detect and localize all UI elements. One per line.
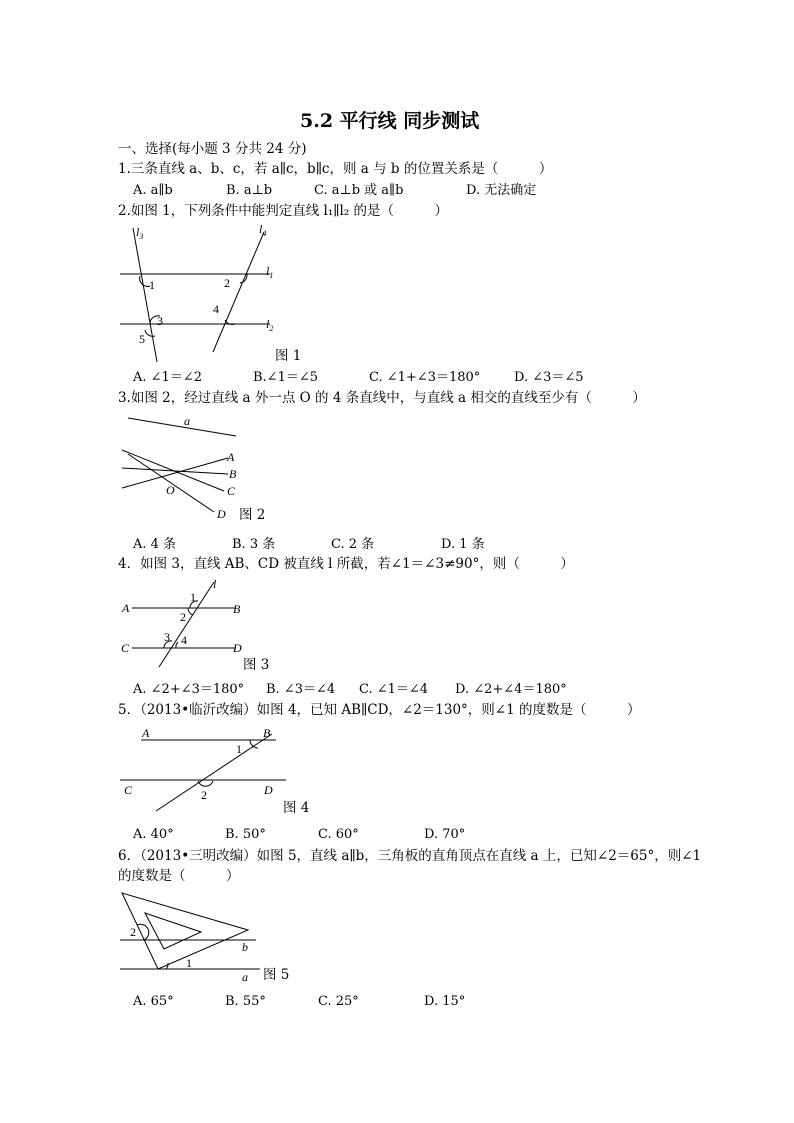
q6-option-d: D. 15° (424, 994, 466, 1009)
q3-option-a: A. 4 条 (133, 537, 177, 552)
label-l3: $l_3$ (136, 225, 144, 241)
label-A: A (122, 601, 130, 615)
q3-option-d: D. 1 条 (441, 537, 485, 552)
section-heading: 一、选择(每小题 3 分共 24 分) (118, 141, 307, 157)
question-1-stem: 1.三条直线 a、b、c，若 a∥c，b∥c，则 a 与 b 的位置关系是（ ） (118, 161, 553, 177)
q1-option-b: B. a⊥b (226, 183, 273, 198)
triangle-ruler-outer (122, 893, 248, 969)
q2-option-a: A. ∠1＝∠2 (133, 370, 202, 385)
figure-1-caption: 图 1 (275, 348, 302, 364)
q3-option-b: B. 3 条 (232, 537, 276, 552)
label-angle-2: 2 (180, 610, 186, 624)
figure-5-caption: 图 5 (263, 967, 290, 983)
label-B: B (263, 726, 271, 740)
q6-option-b: B. 55° (225, 994, 266, 1009)
label-angle-3: 3 (164, 630, 170, 644)
q5-option-c: C. 60° (318, 827, 359, 842)
label-C: C (121, 641, 130, 655)
label-l1: $l_1$ (266, 264, 274, 280)
question-3-stem: 3.如图 2，经过直线 a 外一点 O 的 4 条直线中，与直线 a 相交的直线至少有（ ） (118, 390, 646, 406)
label-angle-1: 1 (190, 590, 196, 604)
q1-option-a: A. a∥b (133, 183, 173, 198)
q4-option-c: C. ∠1＝∠4 (359, 682, 429, 697)
question-2-stem: 2.如图 1，下列条件中能判定直线 l₁∥l₂ 的是（ ） (118, 203, 449, 219)
angle-1-arc (166, 963, 168, 969)
q2-option-d: D. ∠3＝∠5 (514, 370, 584, 385)
triangle-ruler-inner (145, 913, 201, 949)
label-angle-3: 3 (157, 314, 163, 328)
label-angle-4: 4 (213, 302, 219, 316)
q5-option-b: B. 50° (225, 827, 266, 842)
label-A: A (227, 450, 235, 464)
question-6-stem-continued: 的度数是（ ） (118, 868, 240, 884)
label-l4: $l_4$ (259, 222, 267, 238)
q4-option-d: D. ∠2+∠4＝180° (455, 682, 567, 697)
label-a: a (184, 414, 190, 428)
label-angle-1: 1 (236, 742, 242, 756)
q4-option-b: B. ∠3＝∠4 (266, 682, 336, 697)
label-D: D (217, 507, 226, 521)
label-C: C (124, 783, 133, 797)
figure-3-caption: 图 3 (243, 657, 270, 673)
q1-option-c: C. a⊥b 或 a∥b (314, 183, 404, 198)
label-C: C (227, 484, 236, 498)
q2-option-c: C. ∠1+∠3＝180° (369, 370, 481, 385)
label-angle-2: 2 (130, 925, 136, 939)
label-angle-1: 1 (186, 956, 192, 970)
q6-option-a: A. 65° (133, 994, 174, 1009)
q5-option-a: A. 40° (133, 827, 174, 842)
label-angle-2: 2 (224, 276, 230, 290)
label-l2: $l_2$ (266, 317, 274, 333)
label-O: O (166, 483, 175, 497)
label-angle-2: 2 (201, 788, 207, 802)
question-6-stem: 6．（2013•三明改编）如图 5，直线 a∥b，三角板的直角顶点在直线 a 上，已知∠2＝65°，则∠1 (118, 848, 702, 864)
q4-option-a: A. ∠2+∠3＝180° (133, 682, 245, 697)
label-D: D (264, 783, 273, 797)
label-angle-1: 1 (149, 278, 155, 292)
question-4-stem: 4．如图 3，直线 AB、CD 被直线 l 所截，若∠1＝∠3≠90°，则（ ） (118, 556, 574, 572)
label-angle-5: 5 (139, 332, 145, 346)
q6-option-c: C. 25° (318, 994, 359, 1009)
label-B: B (229, 467, 237, 481)
figure-4-caption: 图 4 (283, 800, 310, 816)
question-5-stem: 5．（2013•临沂改编）如图 4，已知 AB∥CD，∠2＝130°，则∠1 的度数是（ ） (118, 702, 641, 718)
q5-option-d: D. 70° (424, 827, 466, 842)
label-B: B (233, 602, 241, 616)
label-l: l (213, 577, 217, 591)
label-angle-4: 4 (181, 633, 187, 647)
label-D: D (233, 641, 242, 655)
label-b: b (242, 940, 248, 954)
q2-option-b: B.∠1＝∠5 (253, 370, 319, 385)
label-a: a (242, 970, 248, 984)
q1-option-d: D. 无法确定 (466, 183, 537, 198)
page-title: 5.2 平行线 同步测试 (300, 110, 480, 132)
figure-2-caption: 图 2 (239, 507, 266, 523)
q3-option-c: C. 2 条 (331, 537, 375, 552)
label-A: A (142, 726, 150, 740)
